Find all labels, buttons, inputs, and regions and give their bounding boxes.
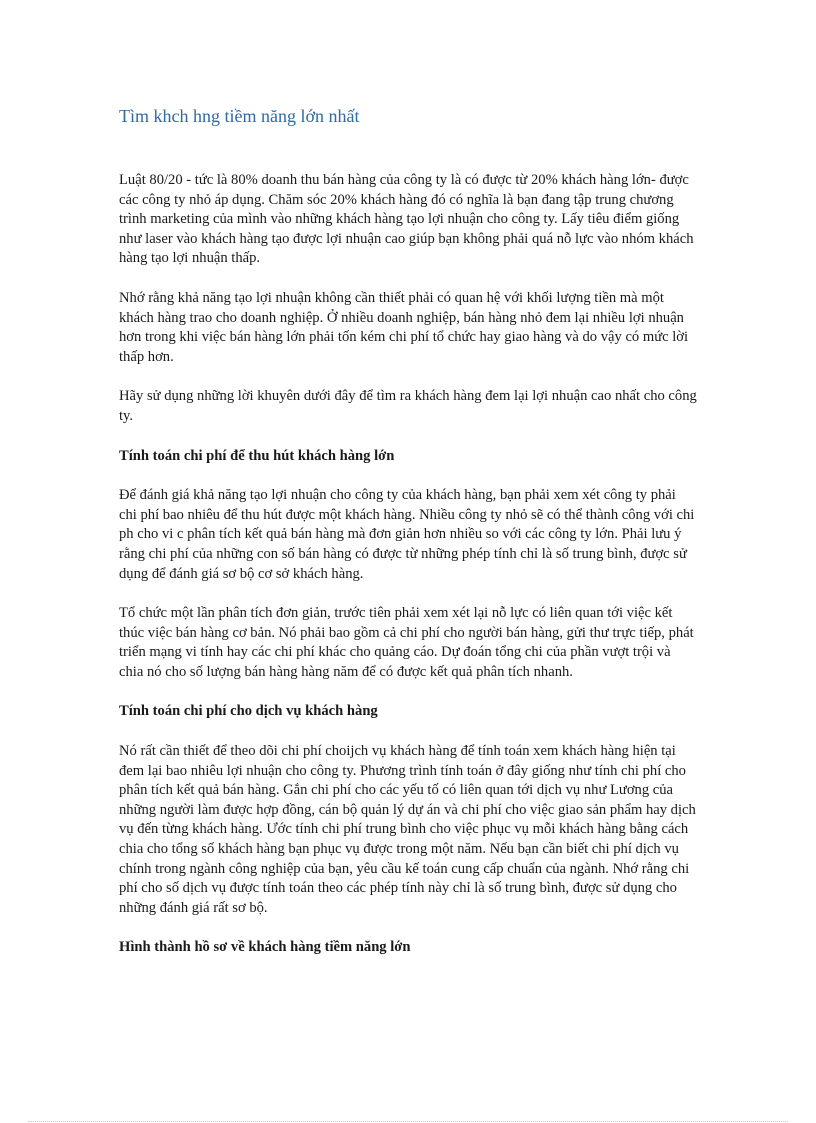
paragraph-simple-analysis: Tổ chức một lần phân tích đơn giản, trước tiên phải xem xét lại nỗ lực có liên quan tới việc kết thúc việc bán hàng cơ bản. Nó phải bao gồm cả chi phí cho người bán hàng, gửi thư trực tiếp, phát triển mạng vi tính hay các chi phí khác cho quảng cáo. Dự đoán tổng chi của phần vượt trội và chia nó cho số lượng bán hàng hàng năm để có được kết quả phân tích nhanh.: [119, 605, 694, 680]
paragraph-service-cost: Nó rất cần thiết để theo dõi chi phí choijch vụ khách hàng để tính toán xem khách hàng hiện tại đem lại bao nhiêu lợi nhuận cho công ty. Phương trình tính toán ở đây giống như tính chi phí cho phân tích kết quả bán hàng. Gắn chi phí cho các yếu tố có liên quan tới dịch vụ như Lương của những người làm được hợp đồng, cán bộ quản lý dự án và chi phí cho việc giao sản phẩm hay dịch vụ đến từng khách hàng. Ước tính chi phí trung bình cho việc phục vụ mỗi khách hàng bằng cách chia cho tổng số khách hàng bạn phục vụ được trong một năm. Nếu bạn cần biết chi phí dịch vụ chính trong ngành công nghiệp của bạn, yêu cầu kế toán cung cấp chuẩn của ngành. Nhớ rằng chi phí cho số dịch vụ được tính toán theo các phép tính này chỉ là số trung bình, được sử dụng cho những đánh giá rất sơ bộ.: [119, 743, 696, 916]
section-heading-service-cost: Tính toán chi phí cho dịch vụ khách hàng: [119, 703, 378, 720]
page-bottom-divider: [28, 1121, 788, 1122]
section-heading-customer-profile: Hình thành hồ sơ về khách hàng tiềm năng lớn: [119, 939, 411, 956]
section-heading-acquisition-cost: Tính toán chi phí để thu hút khách hàng lớn: [119, 447, 395, 464]
paragraph-profitability-note: Nhớ rằng khả năng tạo lợi nhuận không cần thiết phải có quan hệ với khối lượng tiền mà một khách hàng trao cho doanh nghiệp. Ở nhiều doanh nghiệp, bán hàng nhỏ đem lại nhiều lợi nhuận hơn trong khi việc bán hàng lớn phải tốn kém chi phí tổ chức hay giao hàng và do vậy có mức lời thấp hơn.: [119, 289, 689, 365]
paragraph-acquisition-cost: Để đánh giá khả năng tạo lợi nhuận cho công ty của khách hàng, bạn phải xem xét công ty phải chi phí bao nhiêu để thu hút được một khách hàng. Nhiều công ty nhỏ sẽ có thể thành công với chi ph cho vi c phân tích kết quả bán hàng mà đơn giản hơn nhiều so với các công ty lớn. Phải lưu ý rằng chi phí của những con số bán hàng có được từ những phép tính chỉ là số trung bình, được sử dụng để đánh giá sơ bộ cơ sở khách hàng.: [119, 487, 695, 582]
document-body: [119, 171, 697, 978]
document-title: Tìm khch hng tiềm năng lớn nhất: [119, 106, 360, 126]
paragraph-advice-intro: Hãy sử dụng những lời khuyên dưới đây để tìm ra khách hàng đem lại lợi nhuận cao nhất cho công ty.: [119, 388, 697, 424]
paragraph-intro-80-20: Luật 80/20 - tức là 80% doanh thu bán hàng của công ty là có được từ 20% khách hàng lớn- được các công ty nhỏ áp dụng. Chăm sóc 20% khách hàng đó có nghĩa là bạn đang tập trung chương trình marketing của mình vào những khách hàng tạo lợi nhuận cho công ty. Lấy tiêu điểm giống như laser vào khách hàng tạo được lợi nhuận cao giúp bạn không phải quá nỗ lực vào nhóm khách hàng tạo lợi nhuận thấp.: [119, 172, 694, 267]
